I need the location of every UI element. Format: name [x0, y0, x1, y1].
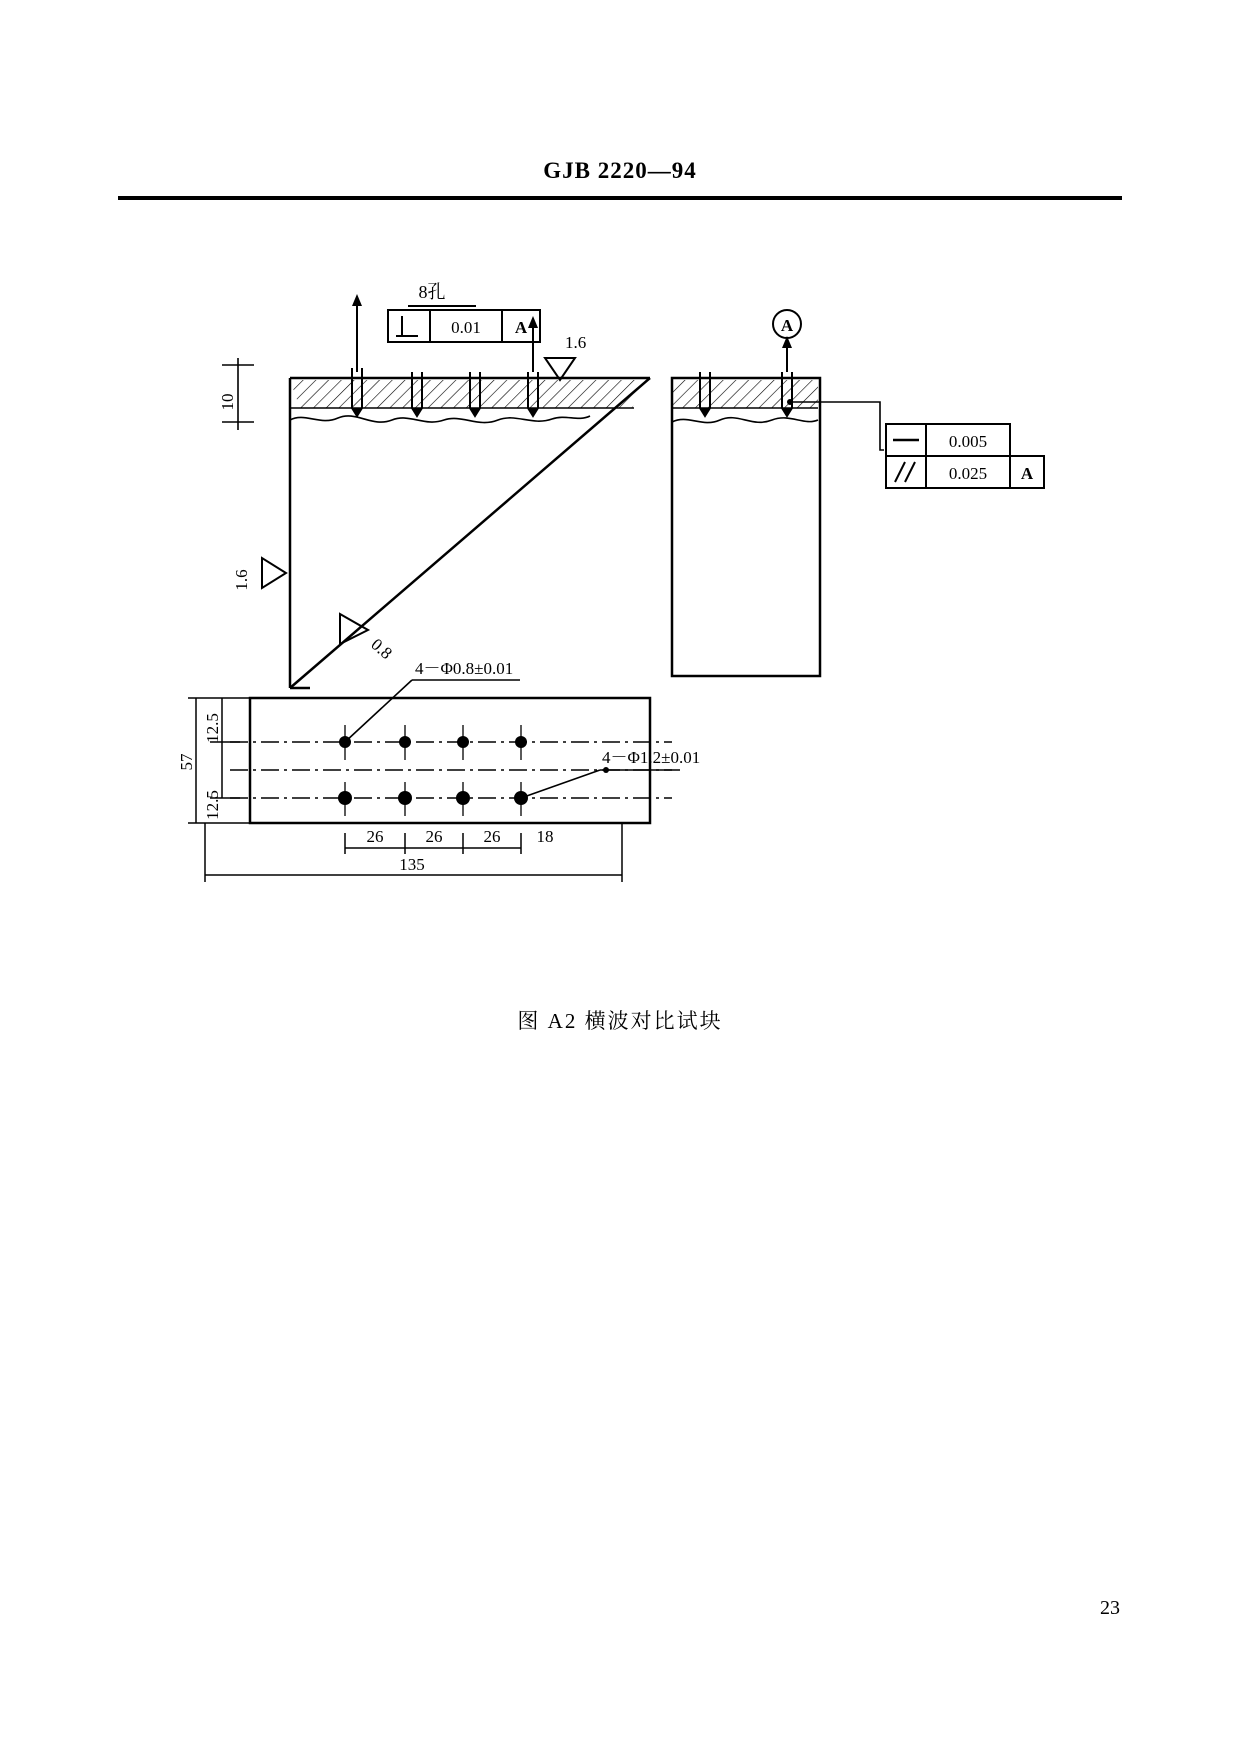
- callout-phi-08-text: 4－Φ0.8±0.01: [415, 659, 514, 678]
- drawing-svg: [0, 250, 1240, 950]
- surface-finish-top-value: 1.6: [565, 333, 587, 352]
- dimension-26-a-value: 26: [366, 827, 384, 846]
- surface-finish-top: [545, 333, 586, 380]
- parallelism-datum-letter: A: [1020, 464, 1034, 483]
- datum-a-letter: A: [780, 316, 794, 335]
- dimension-10-value: 10: [218, 393, 237, 411]
- datum-a-marker: [773, 310, 801, 372]
- dimension-57-value: 57: [177, 753, 196, 771]
- surface-finish-left-value: 1.6: [232, 569, 251, 591]
- dimension-135-value: 135: [399, 855, 425, 874]
- parallelism-value: 0.025: [948, 464, 988, 483]
- figure-caption: 图 A2 横波对比试块: [517, 1009, 723, 1033]
- page-title: GJB 2220—94: [543, 158, 697, 183]
- header-divider: [118, 196, 1122, 200]
- dimension-18-value: 18: [536, 827, 554, 846]
- page-number: 23: [1100, 1597, 1120, 1619]
- dimension-26-b-value: 26: [425, 827, 443, 846]
- dimension-125-lower-value: 12.5: [203, 790, 222, 820]
- callout-phi-12-text: 4－Φ1.2±0.01: [602, 748, 701, 767]
- dimension-125-upper-value: 12.5: [203, 713, 222, 743]
- flatness-parallel-frames: [886, 424, 1044, 488]
- holes-count-label: 8孔: [418, 282, 446, 302]
- perp-datum-letter: A: [514, 318, 528, 337]
- callout-phi-08: [345, 659, 520, 742]
- dimension-26-c-value: 26: [483, 827, 501, 846]
- surface-finish-incline-value: 0.8: [367, 634, 396, 663]
- flatness-value: 0.005: [948, 432, 988, 451]
- technical-drawing: [0, 250, 1240, 950]
- perpendicularity-frame: [388, 310, 540, 342]
- callout-phi-12: [521, 748, 700, 798]
- surface-finish-left: [232, 558, 286, 591]
- dimension-10: [218, 358, 254, 430]
- perp-tolerance-value: 0.01: [451, 318, 481, 337]
